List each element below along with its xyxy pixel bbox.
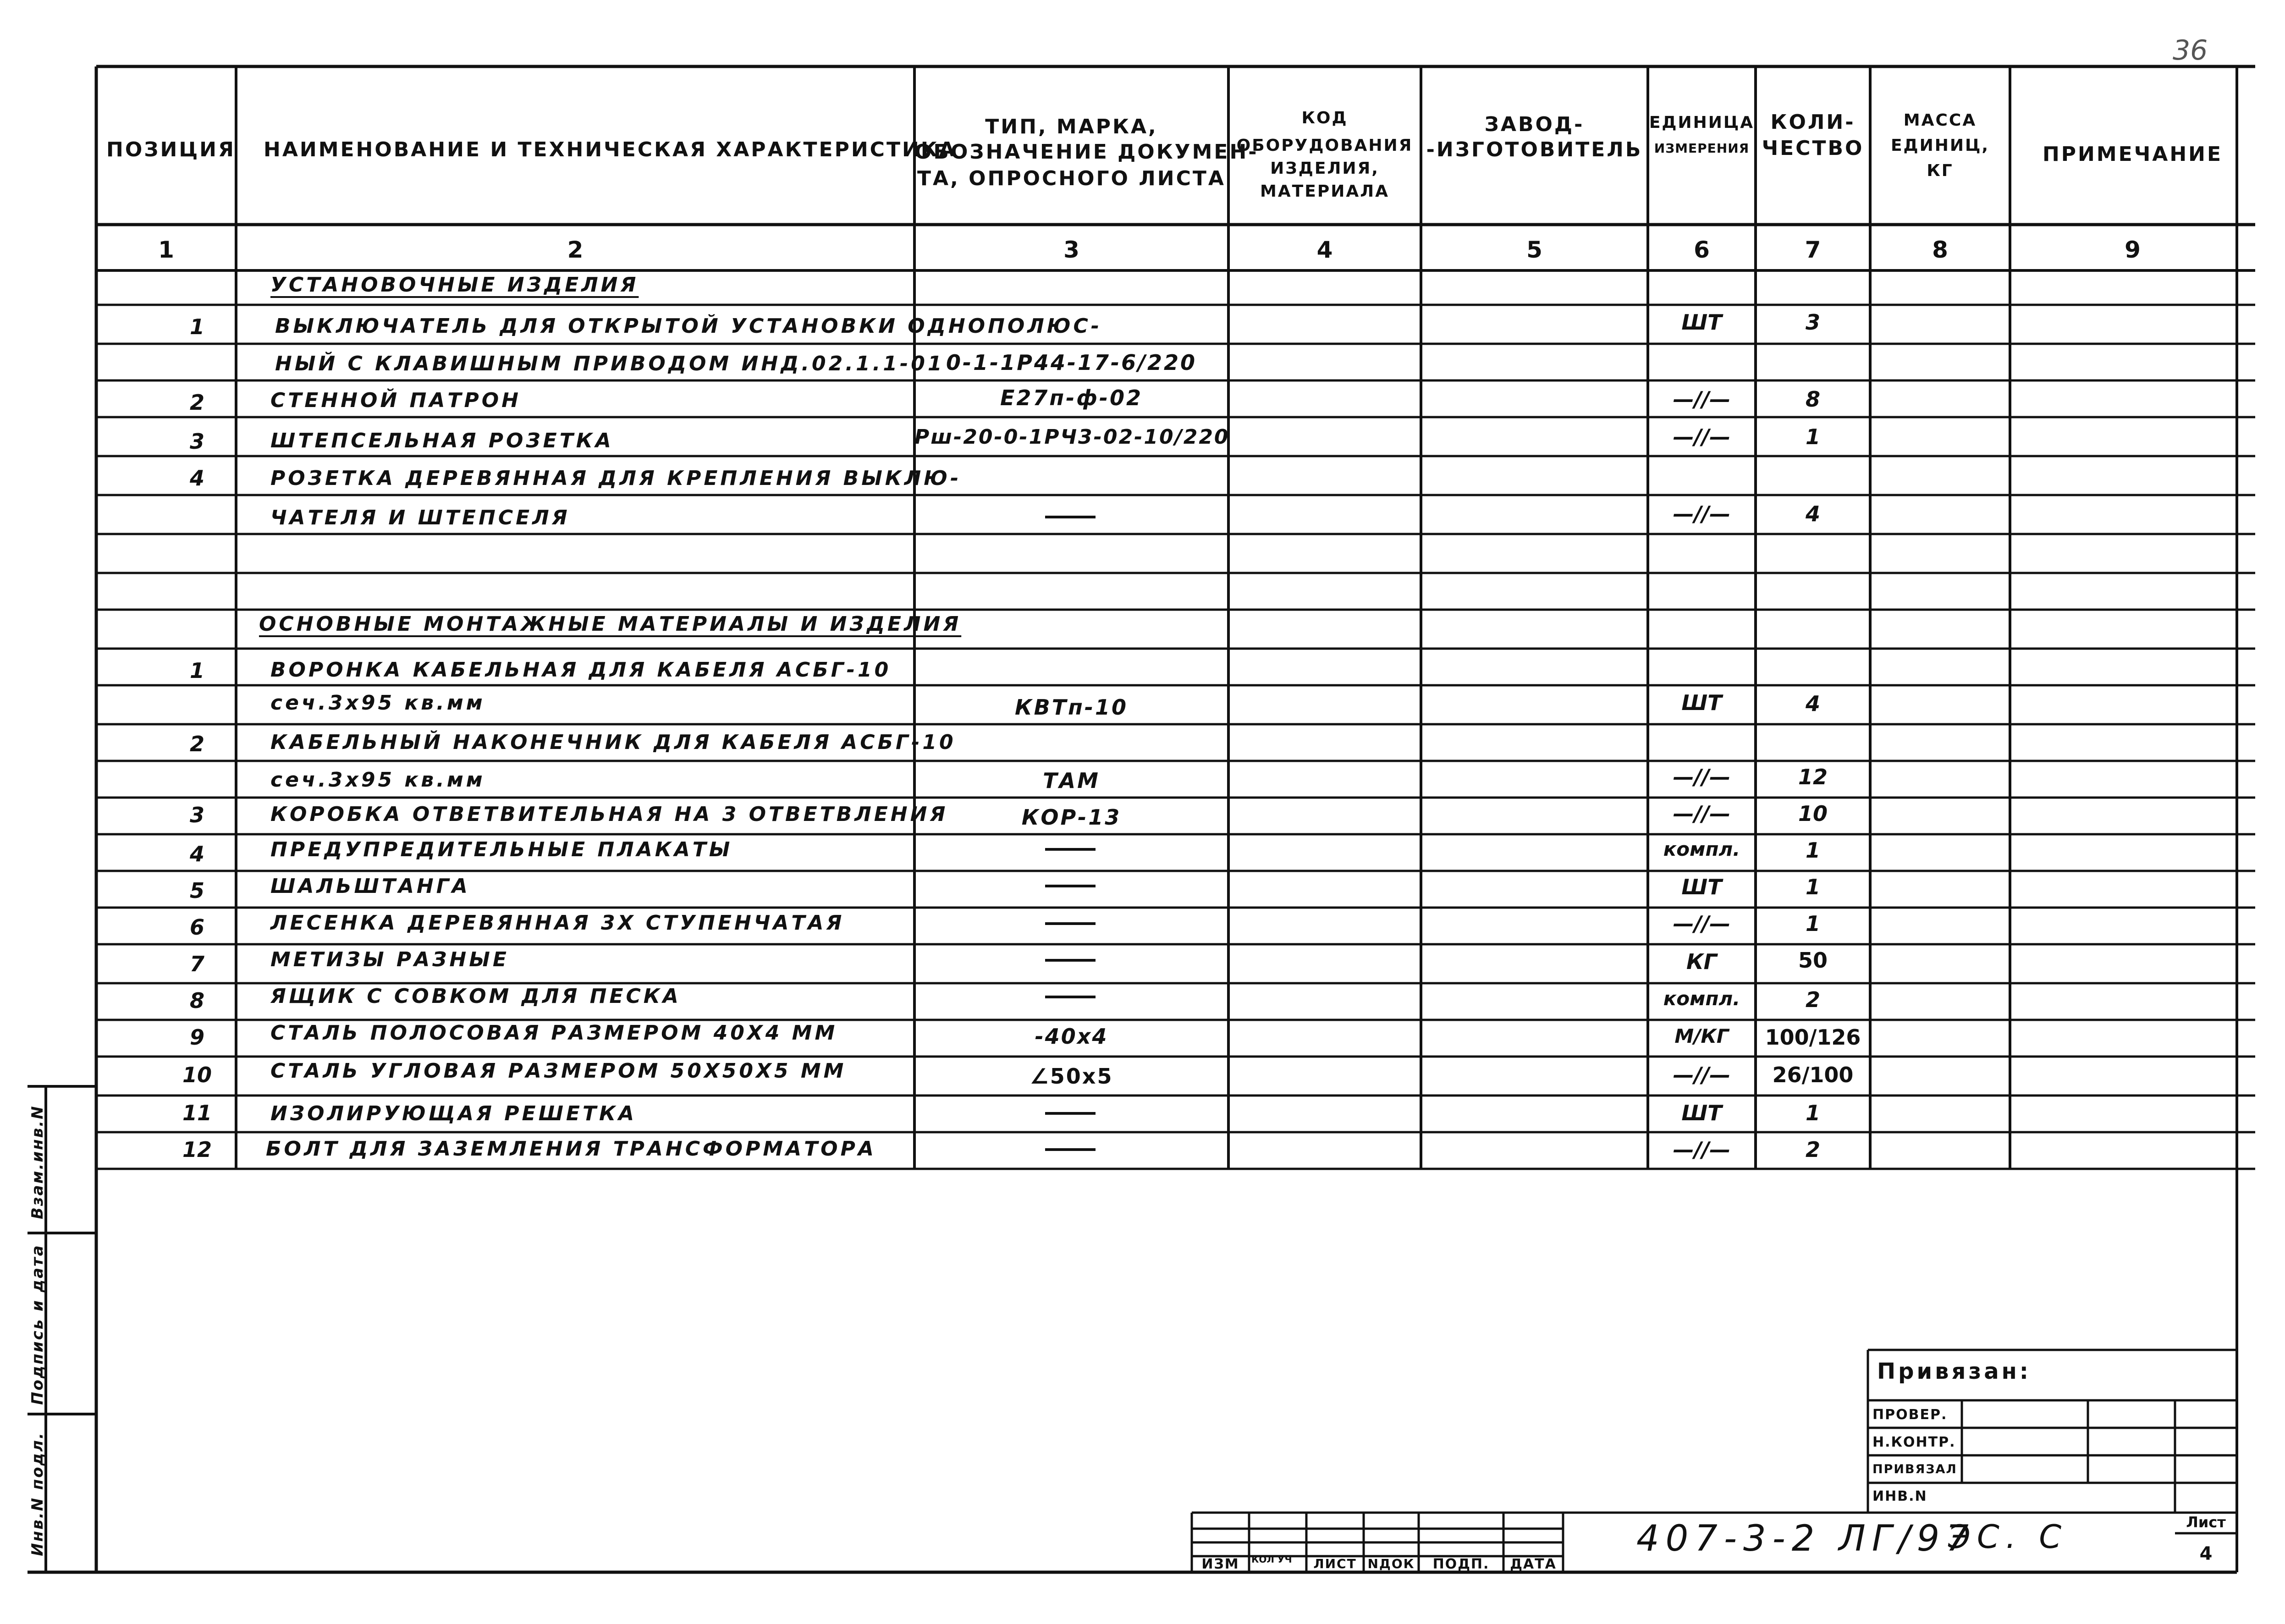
row-position: 3 bbox=[189, 429, 204, 454]
dash-mark bbox=[1045, 996, 1096, 998]
row-qty: 26/100 bbox=[1772, 1062, 1854, 1087]
binding-row-label: ИНВ.N bbox=[1872, 1488, 1927, 1504]
header-maker-2: -ИЗГОТОВИТЕЛЬ bbox=[1426, 138, 1643, 161]
row-qty: 100/126 bbox=[1765, 1025, 1861, 1050]
row-name: КОРОБКА ОТВЕТВИТЕЛЬНАЯ НА 3 ОТВЕТВЛЕНИЯ bbox=[270, 803, 948, 826]
row-type: 0-1-1Р44-17-6/220 bbox=[946, 350, 1197, 375]
row-name: КАБЕЛЬНЫЙ НАКОНЕЧНИК ДЛЯ КАБЕЛЯ АСБГ-10 bbox=[270, 731, 956, 754]
header-unit-2: ИЗМЕРЕНИЯ bbox=[1654, 141, 1750, 156]
row-position: 2 bbox=[189, 390, 204, 415]
col-number: 2 bbox=[567, 237, 584, 263]
header-maker-1: ЗАВОД- bbox=[1484, 113, 1585, 136]
row-type: КВТп-10 bbox=[1015, 695, 1128, 720]
document-code: 407-3-2 ЛГ/97 bbox=[1636, 1518, 1975, 1559]
row-unit: —//— bbox=[1673, 1137, 1731, 1162]
dash-mark bbox=[1045, 885, 1096, 887]
row-unit: —//— bbox=[1673, 1062, 1731, 1087]
dash-mark bbox=[1045, 959, 1096, 962]
row-unit: —//— bbox=[1673, 424, 1731, 449]
row-position: 10 bbox=[182, 1062, 212, 1087]
side-stamp-replace: Взам.инв.N bbox=[28, 1105, 47, 1219]
row-qty: 50 bbox=[1798, 948, 1828, 973]
row-name: сеч.3х95 кв.мм bbox=[270, 691, 485, 715]
header-mass-3: КГ bbox=[1927, 161, 1954, 180]
title-izm: ИЗМ bbox=[1201, 1556, 1239, 1572]
header-code-3: ИЗДЕЛИЯ, bbox=[1270, 159, 1379, 178]
document-mark: ЭС. С bbox=[1948, 1518, 2068, 1556]
row-type: ∠50х5 bbox=[1030, 1064, 1113, 1089]
page-mark: 36 bbox=[2173, 34, 2208, 66]
row-unit: —//— bbox=[1673, 501, 1731, 526]
row-position: 12 bbox=[182, 1137, 212, 1162]
header-type-2: ОБОЗНАЧЕНИЕ ДОКУМЕН- bbox=[914, 140, 1259, 164]
col-number: 4 bbox=[1316, 237, 1333, 263]
sheet-number: 4 bbox=[2199, 1543, 2213, 1564]
row-qty: 2 bbox=[1805, 987, 1820, 1012]
row-qty: 1 bbox=[1805, 838, 1820, 863]
header-position: ПОЗИЦИЯ bbox=[106, 138, 236, 161]
row-name: сеч.3х95 кв.мм bbox=[270, 768, 485, 792]
row-name: ВЫКЛЮЧАТЕЛЬ ДЛЯ ОТКРЫТОЙ УСТАНОВКИ ОДНОПОЛЮС- bbox=[275, 314, 1102, 338]
row-position: 1 bbox=[189, 314, 204, 339]
row-name: СТАЛЬ УГЛОВАЯ РАЗМЕРОМ 50Х50Х5 ММ bbox=[270, 1059, 847, 1083]
row-position: 7 bbox=[189, 952, 204, 976]
row-qty: 3 bbox=[1805, 310, 1820, 335]
row-unit: —//— bbox=[1673, 801, 1731, 826]
row-name: ЛЕСЕНКА ДЕРЕВЯННАЯ 3Х СТУПЕНЧАТАЯ bbox=[270, 911, 845, 935]
title-list: ЛИСТ bbox=[1313, 1556, 1357, 1571]
col-number: 6 bbox=[1694, 237, 1710, 263]
header-type-3: ТА, ОПРОСНОГО ЛИСТА bbox=[917, 167, 1226, 190]
title-podp: ПОДП. bbox=[1432, 1556, 1490, 1572]
row-unit: —//— bbox=[1673, 765, 1731, 789]
col-number: 7 bbox=[1805, 237, 1821, 263]
row-position: 5 bbox=[189, 878, 204, 903]
section-title: ОСНОВНЫЕ МОНТАЖНЫЕ МАТЕРИАЛЫ И ИЗДЕЛИЯ bbox=[259, 612, 962, 636]
row-unit: компл. bbox=[1663, 838, 1740, 860]
dash-mark bbox=[1045, 516, 1096, 518]
row-qty: 4 bbox=[1805, 691, 1820, 716]
row-unit: ШТ bbox=[1681, 690, 1722, 715]
row-qty: 4 bbox=[1805, 501, 1820, 526]
header-qty-1: КОЛИ- bbox=[1770, 110, 1856, 134]
row-unit: —//— bbox=[1673, 911, 1731, 936]
row-qty: 1 bbox=[1805, 424, 1820, 449]
binding-title: Привязан: bbox=[1877, 1359, 2031, 1384]
col-number: 9 bbox=[2125, 237, 2141, 263]
header-note: ПРИМЕЧАНИЕ bbox=[2042, 143, 2223, 166]
col-number: 3 bbox=[1063, 237, 1079, 263]
side-stamp-signature: Подпись и дата bbox=[28, 1244, 47, 1405]
row-type: КОР-13 bbox=[1021, 805, 1122, 830]
title-data: ДАТА bbox=[1510, 1556, 1557, 1572]
header-name: НАИМЕНОВАНИЕ И ТЕХНИЧЕСКАЯ ХАРАКТЕРИСТИКА bbox=[264, 138, 957, 161]
header-mass-2: ЕДИНИЦ, bbox=[1890, 136, 1990, 155]
row-position: 3 bbox=[189, 803, 204, 827]
row-unit: ШТ bbox=[1681, 875, 1722, 899]
header-type-1: ТИП, МАРКА, bbox=[985, 115, 1158, 138]
row-position: 9 bbox=[189, 1025, 204, 1050]
dash-mark bbox=[1045, 848, 1096, 851]
header-mass-1: МАССА bbox=[1903, 111, 1977, 130]
row-unit: КГ bbox=[1686, 949, 1717, 974]
row-name: БОЛТ ДЛЯ ЗАЗЕМЛЕНИЯ ТРАНСФОРМАТОРА bbox=[266, 1137, 876, 1161]
header-code-4: МАТЕРИАЛА bbox=[1260, 182, 1389, 201]
col-number: 8 bbox=[1932, 237, 1948, 263]
row-name: СТАЛЬ ПОЛОСОВАЯ РАЗМЕРОМ 40Х4 ММ bbox=[270, 1021, 838, 1045]
row-qty: 10 bbox=[1798, 801, 1828, 826]
row-type: -40х4 bbox=[1035, 1024, 1108, 1049]
row-unit: —//— bbox=[1673, 387, 1731, 412]
row-position: 11 bbox=[182, 1101, 212, 1125]
title-ndok: NДОК bbox=[1367, 1556, 1415, 1571]
row-qty: 1 bbox=[1805, 911, 1820, 936]
row-position: 1 bbox=[189, 658, 204, 683]
row-name: ВОРОНКА КАБЕЛЬНАЯ ДЛЯ КАБЕЛЯ АСБГ-10 bbox=[270, 658, 892, 682]
row-qty: 1 bbox=[1805, 875, 1820, 899]
dash-mark bbox=[1045, 922, 1096, 925]
row-name: РОЗЕТКА ДЕРЕВЯННАЯ ДЛЯ КРЕПЛЕНИЯ ВЫКЛЮ- bbox=[270, 467, 962, 490]
sheet-label: Лист bbox=[2186, 1514, 2226, 1531]
row-qty: 12 bbox=[1798, 765, 1828, 789]
row-name: ПРЕДУПРЕДИТЕЛЬНЫЕ ПЛАКАТЫ bbox=[270, 838, 733, 861]
row-name: ШАЛЬШТАНГА bbox=[270, 875, 470, 898]
header-qty-2: ЧЕСТВО bbox=[1762, 137, 1864, 160]
row-type: Е27п-ф-02 bbox=[1000, 385, 1143, 410]
binding-row-label: ПРОВЕР. bbox=[1872, 1407, 1948, 1423]
row-position: 6 bbox=[189, 915, 204, 940]
row-position: 4 bbox=[189, 466, 204, 490]
row-name: ЧАТЕЛЯ И ШТЕПСЕЛЯ bbox=[270, 506, 570, 529]
col-number: 1 bbox=[158, 237, 174, 263]
row-name: МЕТИЗЫ РАЗНЫЕ bbox=[270, 948, 509, 971]
row-position: 4 bbox=[189, 842, 204, 866]
row-qty: 8 bbox=[1805, 387, 1820, 412]
header-code-1: КОД bbox=[1301, 109, 1348, 127]
dash-mark bbox=[1045, 1112, 1096, 1115]
title-kol: КОЛ УЧ bbox=[1251, 1554, 1292, 1565]
col-number: 5 bbox=[1526, 237, 1542, 263]
row-qty: 2 bbox=[1805, 1137, 1820, 1162]
row-position: 8 bbox=[189, 988, 204, 1013]
row-unit: компл. bbox=[1663, 987, 1740, 1010]
row-unit: М/КГ bbox=[1674, 1025, 1729, 1047]
row-position: 2 bbox=[189, 732, 204, 756]
row-name: СТЕННОЙ ПАТРОН bbox=[270, 389, 521, 412]
binding-row-label: Н.КОНТР. bbox=[1872, 1434, 1956, 1450]
row-name: НЫЙ С КЛАВИШНЫМ ПРИВОДОМ ИНД.02.1.1-01 bbox=[275, 352, 945, 375]
row-type: Рш-20-0-1РЧ3-02-10/220 bbox=[914, 425, 1230, 449]
row-type: ТАМ bbox=[1043, 768, 1100, 793]
side-stamp-inventory: Инв.N подл. bbox=[28, 1431, 47, 1556]
row-name: ШТЕПСЕЛЬНАЯ РОЗЕТКА bbox=[270, 429, 614, 452]
section-title: УСТАНОВОЧНЫЕ ИЗДЕЛИЯ bbox=[270, 273, 639, 297]
header-code-2: ОБОРУДОВАНИЯ bbox=[1236, 136, 1413, 155]
row-name: ИЗОЛИРУЮЩАЯ РЕШЕТКА bbox=[270, 1102, 637, 1125]
binding-row-label: ПРИВЯЗАЛ bbox=[1872, 1462, 1957, 1476]
row-name: ЯЩИК С СОВКОМ ДЛЯ ПЕСКА bbox=[270, 985, 681, 1008]
row-unit: ШТ bbox=[1681, 310, 1722, 335]
row-unit: ШТ bbox=[1681, 1101, 1722, 1125]
dash-mark bbox=[1045, 1148, 1096, 1151]
header-unit-1: ЕДИНИЦА bbox=[1649, 113, 1755, 132]
row-qty: 1 bbox=[1805, 1101, 1820, 1125]
